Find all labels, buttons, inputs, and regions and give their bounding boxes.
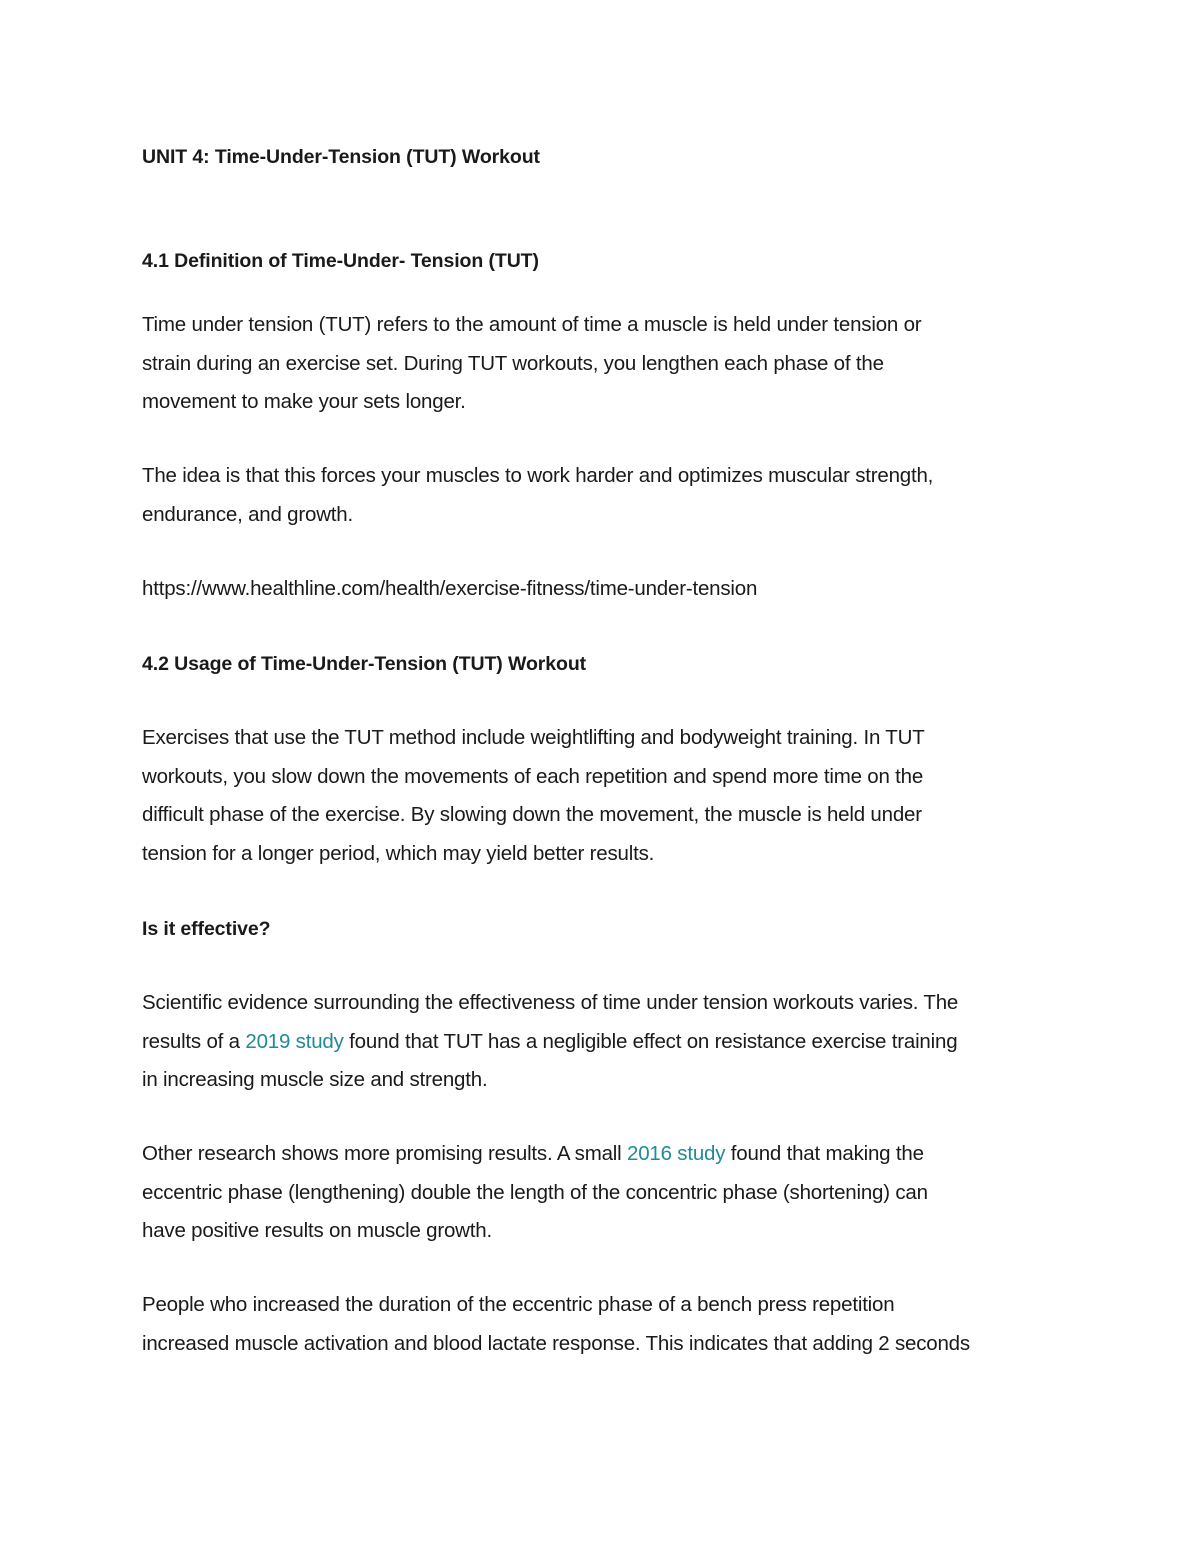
paragraph-line: workouts, you slow down the movements of each repetition and spend more time on the xyxy=(142,764,924,788)
subheading-effective: Is it effective? xyxy=(142,918,271,940)
text-run: found that TUT has a negligible effect on resistance exercise training xyxy=(343,1029,958,1053)
paragraph-line: have positive results on muscle growth. xyxy=(142,1219,492,1242)
paragraph-line: The idea is that this forces your muscles to work harder and optimizes muscular strength, xyxy=(142,464,934,487)
paragraph-line: strain during an exercise set. During TUT workouts, you lengthen each phase of the xyxy=(142,351,884,375)
paragraph-line: tension for a longer period, which may yield better results. xyxy=(142,841,655,865)
paragraph-other-research xyxy=(142,1135,928,1251)
paragraph-line: difficult phase of the exercise. By slowing down the movement, the muscle is held under xyxy=(142,803,922,826)
paragraph-line: Exercises that use the TUT method include weightlifting and bodyweight training. In TUT xyxy=(142,726,925,749)
paragraph-line xyxy=(142,1023,958,1062)
text-run: Other research shows more promising results. A small xyxy=(142,1142,627,1165)
paragraph-line: eccentric phase (lengthening) double the length of the concentric phase (shortening) can xyxy=(142,1180,928,1204)
section-heading-4-1: 4.1 Definition of Time-Under- Tension (TUT) xyxy=(142,250,539,272)
paragraph-line: Scientific evidence surrounding the effectiveness of time under tension workouts varies. The xyxy=(142,991,959,1014)
paragraph-line: Time under tension (TUT) refers to the amount of time a muscle is held under tension or xyxy=(142,313,922,336)
paragraph-line: in increasing muscle size and strength. xyxy=(142,1068,488,1091)
text-run: found that making the xyxy=(725,1142,924,1165)
paragraph-line: People who increased the duration of the eccentric phase of a bench press repetition xyxy=(142,1293,895,1316)
paragraph-tut-usage xyxy=(142,719,925,873)
paragraph-tut-definition xyxy=(142,306,921,422)
section-heading-4-2: 4.2 Usage of Time-Under-Tension (TUT) Workout xyxy=(142,653,587,675)
paragraph-line: increased muscle activation and blood lactate response. This indicates that adding 2 seconds xyxy=(142,1331,970,1355)
source-url: https://www.healthline.com/health/exercise-fitness/time-under-tension xyxy=(142,577,758,600)
paragraph-line xyxy=(142,1135,928,1174)
text-run: results of a xyxy=(142,1029,246,1053)
paragraph-evidence xyxy=(142,984,958,1100)
paragraph-bench-press xyxy=(142,1286,970,1363)
paragraph-tut-idea xyxy=(142,457,933,534)
link-2016-study[interactable]: 2016 study xyxy=(627,1142,726,1165)
unit-title: UNIT 4: Time-Under-Tension (TUT) Workout xyxy=(142,146,540,168)
paragraph-line: endurance, and growth. xyxy=(142,502,354,526)
link-2019-study[interactable]: 2019 study xyxy=(245,1029,344,1053)
paragraph-line: movement to make your sets longer. xyxy=(142,390,466,413)
